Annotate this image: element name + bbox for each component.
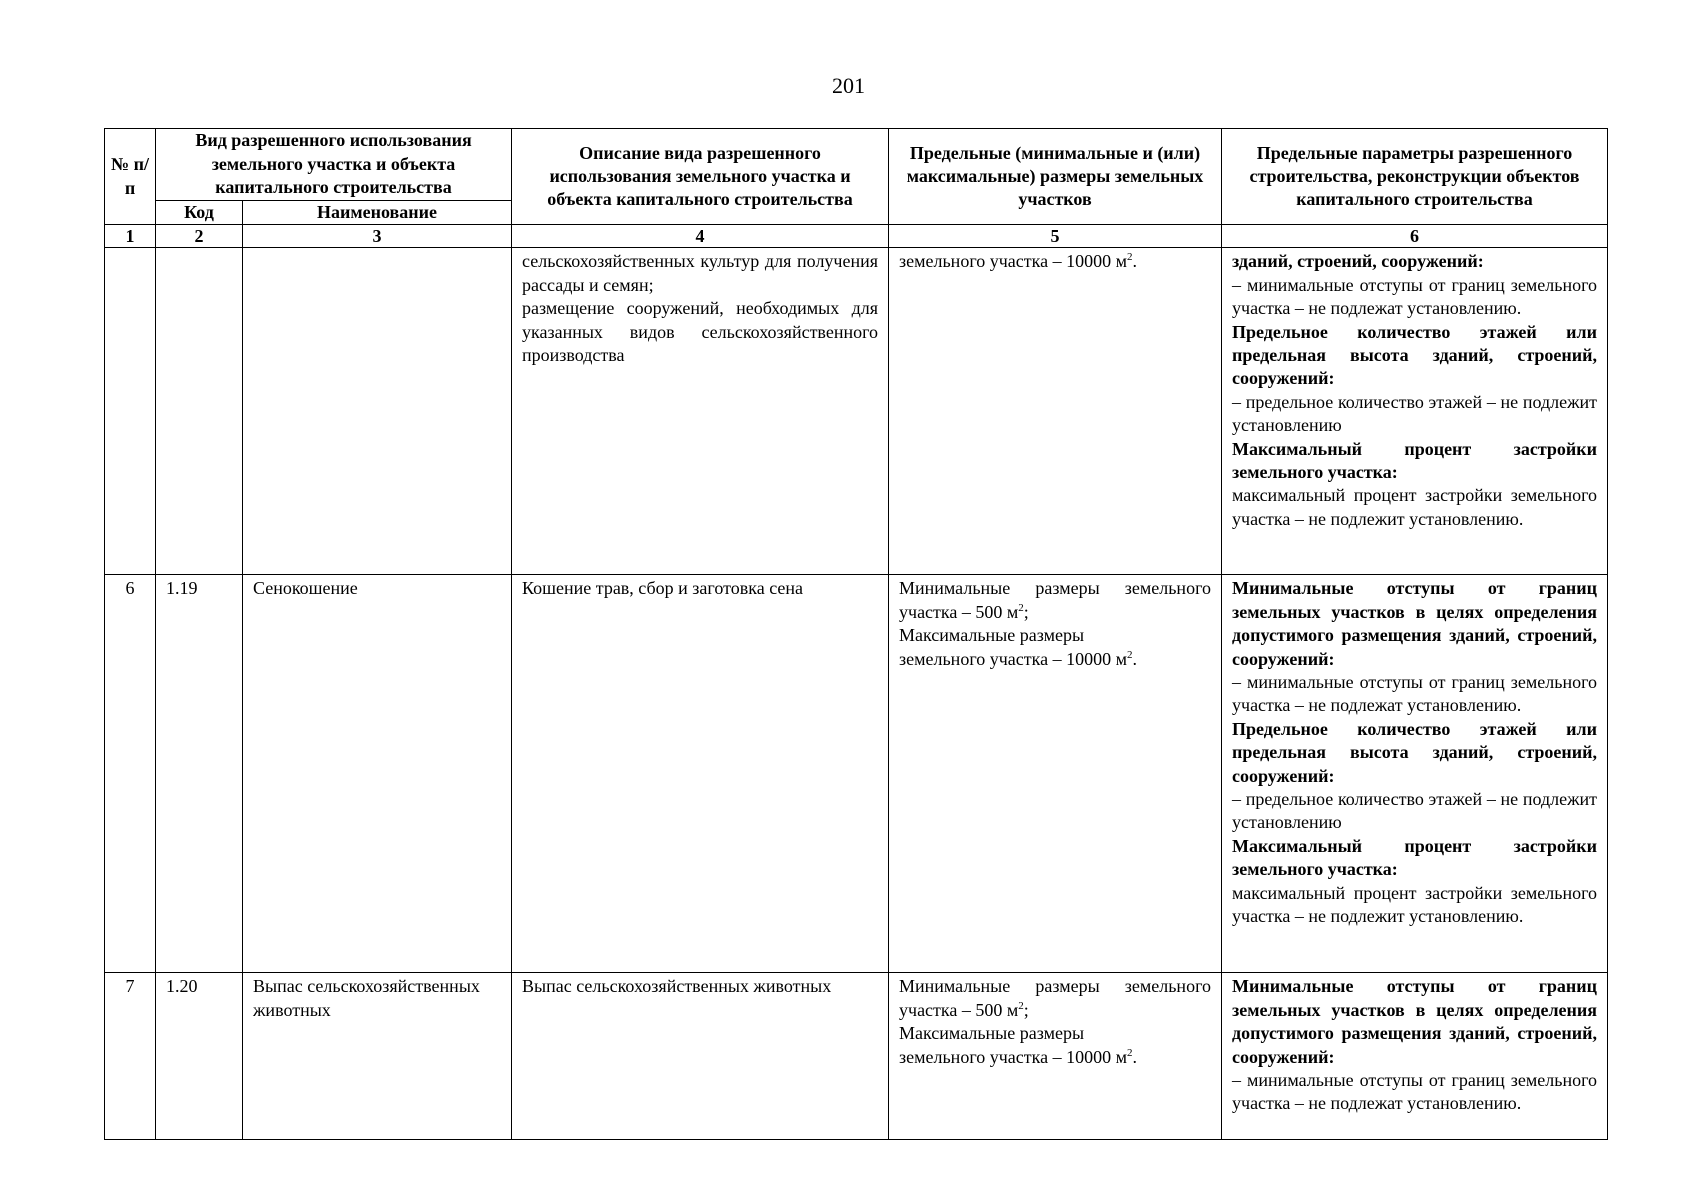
row-name: Сенокошение [243,575,512,973]
row-name: Выпас сельскохозяйственных животных [243,973,512,1140]
row-sizes [889,575,1222,973]
page-number: 201 [832,73,865,98]
header-params: Предельные параметры разрешенного строительства, реконструкции объектов капитального строительства [1222,129,1608,225]
percent-title: Максимальный процент застройки земельного участка: [1232,438,1598,483]
semicolon: ; [1023,999,1029,1020]
header-group: Вид разрешенного использования земельного участка и объекта капитального строительства [156,129,512,201]
sizes-max-label: Максимальные размеры [899,1023,1085,1044]
row-description [512,248,889,575]
header-sizes: Предельные (минимальные и (или) максимальные) размеры земельных участков [889,129,1222,225]
sup: 2 [1018,999,1024,1012]
row-params [1222,248,1608,575]
period: . [1132,251,1138,272]
sup: 2 [1018,601,1024,614]
description-line: Выпас сельскохозяйственных животных [522,976,832,997]
table-row [105,575,1608,973]
row-params [1222,973,1608,1140]
sizes-max-label: Максимальные размеры [899,625,1085,646]
setback-text: – минимальные отступы от границ земельного участка – не подлежат установлению. [1232,1070,1598,1114]
col-number: 3 [243,225,512,248]
header-row [105,129,1608,201]
row-code [156,248,243,575]
header-num: № п/п [105,129,156,225]
period: . [1132,1046,1138,1067]
row-params [1222,575,1608,973]
sizes-max-value: земельного участка – 10000 м [899,251,1128,272]
col-number: 2 [156,225,243,248]
setback-text: – минимальные отступы от границ земельного участка – не подлежат установлению. [1232,274,1598,319]
setback-text: – минимальные отступы от границ земельного участка – не подлежат установлению. [1232,672,1598,716]
percent-text: максимальный процент застройки земельного участка – не подлежит установлению. [1232,485,1598,529]
col-number: 4 [512,225,889,248]
row-num: 7 [105,973,156,1140]
semicolon: ; [1023,601,1029,622]
description-line: размещение сооружений, необходимых для указанных видов сельскохозяйственного производства [522,298,879,366]
sup: 2 [1127,1046,1133,1059]
sizes-min: Минимальные размеры земельного участка – 500 м [899,976,1212,1020]
period: . [1132,648,1138,669]
table-row [105,248,1608,575]
row-num [105,248,156,575]
floors-title: Предельное количество этажей или предельная высота зданий, строений, сооружений: [1232,718,1598,786]
row-description [512,575,889,973]
row-description [512,973,889,1140]
row-name [243,248,512,575]
row-code: 1.19 [156,575,243,973]
sizes-min: Минимальные размеры земельного участка – 500 м [899,578,1212,622]
floors-text: – предельное количество этажей – не подлежит установлению [1232,391,1598,436]
floors-title: Предельное количество этажей или предельная высота зданий, строений, сооружений: [1232,321,1598,389]
setback-title: Минимальные отступы от границ земельных участков в целях определения допустимого размещения зданий, строений, сооружений: [1232,578,1598,669]
sizes-max-value: земельного участка – 10000 м [899,648,1128,669]
row-num: 6 [105,575,156,973]
percent-title: Максимальный процент застройки земельного участка: [1232,835,1598,880]
floors-text: – предельное количество этажей – не подлежит установлению [1232,789,1598,833]
setback-title: Минимальные отступы от границ земельных участков в целях определения допустимого размещения зданий, строений, сооружений: [1232,976,1598,1067]
setback-title: зданий, строений, сооружений: [1232,251,1484,272]
col-number: 6 [1222,225,1608,248]
column-number-row [105,225,1608,248]
table-row [105,973,1608,1140]
row-sizes [889,973,1222,1140]
percent-text: максимальный процент застройки земельного участка – не подлежит установлению. [1232,882,1598,927]
sup: 2 [1127,251,1133,264]
sizes-max-value: земельного участка – 10000 м [899,1046,1128,1067]
description-line: Кошение трав, сбор и заготовка сена [522,578,804,599]
row-sizes [889,248,1222,575]
col-number: 1 [105,225,156,248]
header-code: Код [156,201,243,225]
sup: 2 [1127,648,1133,661]
row-code: 1.20 [156,973,243,1140]
col-number: 5 [889,225,1222,248]
description-line: сельскохозяйственных культур для получения рассады и семян; [522,251,879,295]
permitted-use-table [104,128,1608,1140]
header-name: Наименование [243,201,512,225]
header-description: Описание вида разрешенного использования земельного участка и объекта капитального строительства [512,129,889,225]
